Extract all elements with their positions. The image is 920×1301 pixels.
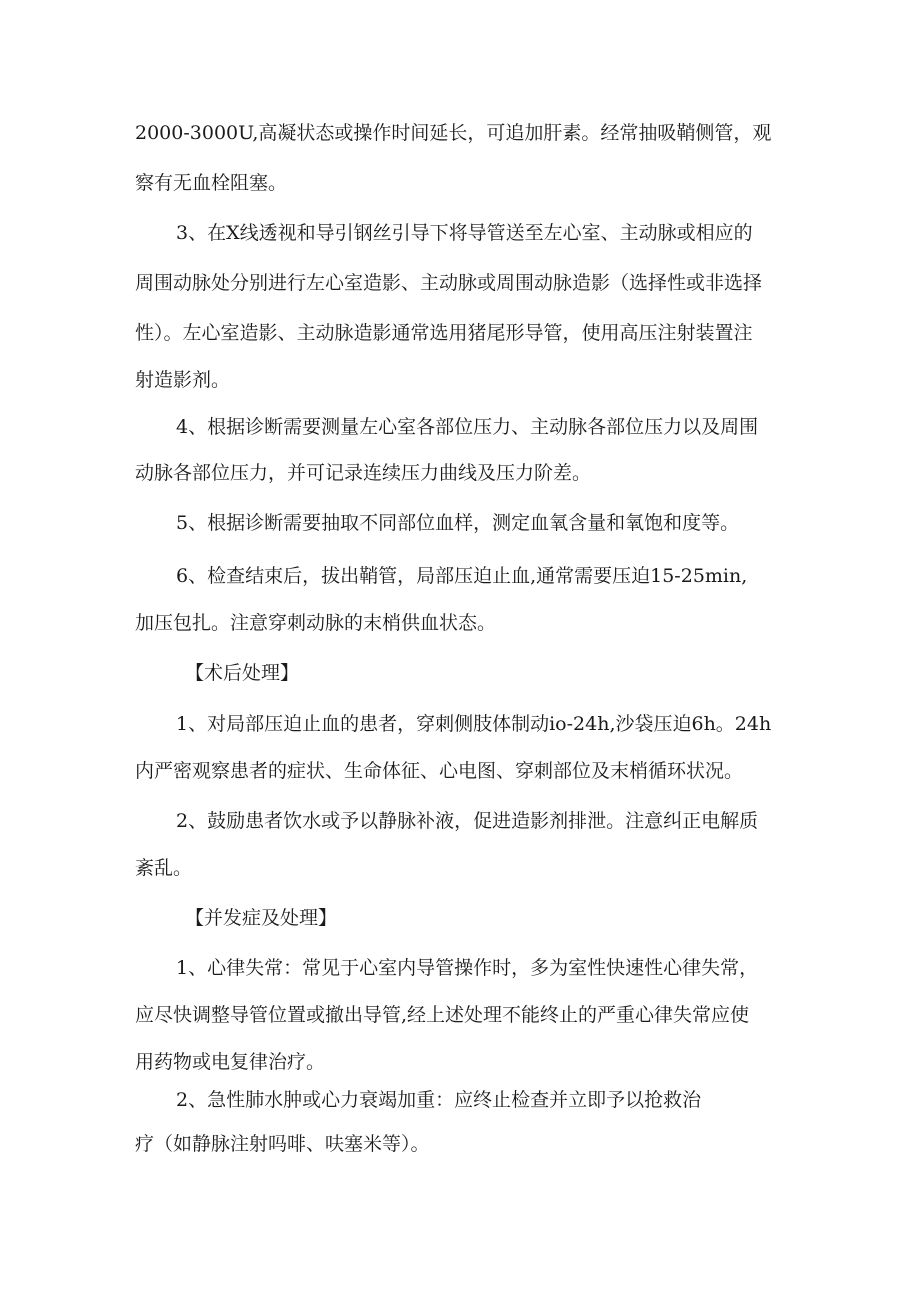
paragraph-line: 性）。左心室造影、主动脉造影通常选用猪尾形导管，使用高压注射装置注: [135, 322, 753, 344]
paragraph-line: 紊乱。: [135, 857, 193, 879]
paragraph-line: 6、检查结束后，拔出鞘管，局部压迫止血,通常需要压迫15-25min,: [176, 565, 748, 587]
paragraph-line: 5、根据诊断需要抽取不同部位血样，测定血氧含量和氧饱和度等。: [176, 512, 740, 534]
paragraph-line: 察有无血栓阻塞。: [135, 172, 288, 194]
paragraph-line: 射造影剂。: [135, 369, 231, 391]
paragraph-line: 4、根据诊断需要测量左心室各部位压力、主动脉各部位压力以及周围: [176, 416, 759, 438]
section-heading: 【术后处理】: [185, 662, 300, 684]
section-heading: 【并发症及处理】: [185, 907, 338, 929]
paragraph-line: 加压包扎。注意穿刺动脉的末梢供血状态。: [135, 612, 497, 634]
paragraph-line: 2、鼓励患者饮水或予以静脉补液，促进造影剂排泄。注意纠正电解质: [176, 810, 759, 832]
paragraph-line: 1、对局部压迫止血的患者，穿刺侧肢体制动io-24h,沙袋压迫6h。24h: [176, 713, 772, 735]
paragraph-line: 2、急性肺水肿或心力衰竭加重：应终止检查并立即予以抢救治: [176, 1089, 702, 1111]
paragraph-line: 3、在X线透视和导引钢丝引导下将导管送至左心室、主动脉或相应的: [176, 222, 753, 244]
paragraph-line: 动脉各部位压力，并可记录连续压力曲线及压力阶差。: [135, 462, 592, 484]
paragraph-line: 应尽快调整导管位置或撤出导管,经上述处理不能终止的严重心律失常应使: [135, 1004, 750, 1026]
paragraph-line: 内严密观察患者的症状、生命体征、心电图、穿刺部位及末梢循环状况。: [135, 760, 744, 782]
paragraph-line: 2000-3000U,高凝状态或操作时间延长，可追加肝素。经常抽吸鞘侧管，观: [135, 122, 772, 144]
paragraph-line: 1、心律失常：常见于心室内导管操作时，多为室性快速性心律失常，: [176, 957, 759, 979]
paragraph-line: 周围动脉处分别进行左心室造影、主动脉或周围动脉造影（选择性或非选择: [135, 272, 763, 294]
paragraph-line: 用药物或电复律治疗。: [135, 1051, 326, 1073]
paragraph-line: 疗（如静脉注射吗啡、呋塞米等）。: [135, 1133, 430, 1155]
